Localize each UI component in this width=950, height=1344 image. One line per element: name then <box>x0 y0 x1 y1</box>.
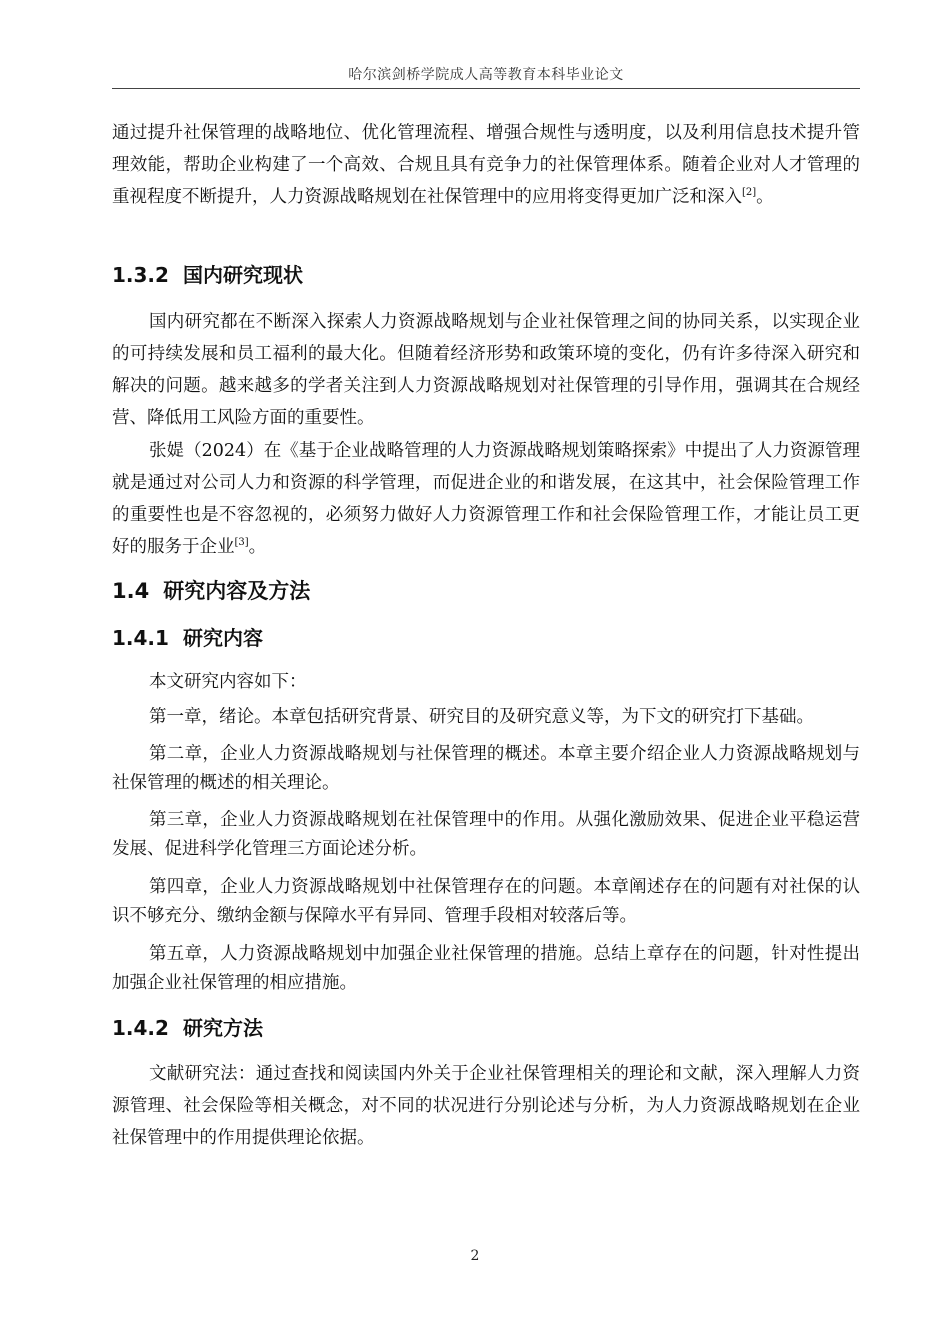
header-divider <box>112 88 860 89</box>
running-header: 哈尔滨剑桥学院成人高等教育本科毕业论文 <box>348 67 624 83</box>
section-heading-1-4-2: 1.4.2 研究方法 <box>112 1016 263 1040</box>
citation-ref: [3] <box>234 537 249 548</box>
paragraph: 第五章，人力资源战略规划中加强企业社保管理的措施。总结上章存在的问题，针对性提出加强企业社保管理的相应措施。 <box>112 944 860 993</box>
paragraph: 第二章，企业人力资源战略规划与社保管理的概述。本章主要介绍企业人力资源战略规划与社保管理的概述的相关理论。 <box>112 744 860 793</box>
page-number: 2 <box>470 1248 480 1264</box>
paragraph: 第一章，绪论。本章包括研究背景、研究目的及研究意义等，为下文的研究打下基础。 <box>149 707 814 727</box>
section-heading-1-4: 1.4 研究内容及方法 <box>112 579 311 603</box>
section-heading-1-3-2: 1.3.2 国内研究现状 <box>112 263 303 287</box>
section-heading-1-4-1: 1.4.1 研究内容 <box>112 626 263 650</box>
paragraph-continued: 通过提升社保管理的战略地位、优化管理流程、增强合规性与透明度，以及利用信息技术提升管理效能，帮助企业构建了一个高效、合规且具有竞争力的社保管理体系。随着企业对人才管理的重视程度不断提升，人力资源战略规划在社保管理中的应用将变得更加广泛和深入[2]。 <box>112 123 860 207</box>
paragraph: 国内研究都在不断深入探索人力资源战略规划与企业社保管理之间的协同关系，以实现企业的可持续发展和员工福利的最大化。但随着经济形势和政策环境的变化，仍有许多待深入研究和解决的问题。越来越多的学者关注到人力资源战略规划对社保管理的引导作用，强调其在合规经营、降低用工风险方面的重要性。 <box>112 312 860 428</box>
paragraph: 第四章，企业人力资源战略规划中社保管理存在的问题。本章阐述存在的问题有对社保的认识不够充分、缴纳金额与保障水平有异同、管理手段相对较落后等。 <box>112 877 860 926</box>
paragraph: 第三章，企业人力资源战略规划在社保管理中的作用。从强化激励效果、促进企业平稳运营发展、促进科学化管理三方面论述分析。 <box>112 810 860 859</box>
paragraph: 张媞（2024）在《基于企业战略管理的人力资源战略规划策略探索》中提出了人力资源管理就是通过对公司人力和资源的科学管理，而促进企业的和谐发展，在这其中，社会保险管理工作的重要性也是不容忽视的，必须努力做好人力资源管理工作和社会保险管理工作，才能让员工更好的服务于企业[3]。 <box>112 441 860 557</box>
paragraph: 本文研究内容如下： <box>149 672 307 692</box>
citation-ref: [2] <box>742 187 757 198</box>
paragraph: 文献研究法：通过查找和阅读国内外关于企业社保管理相关的理论和文献，深入理解人力资源管理、社会保险等相关概念，对不同的状况进行分别论述与分析，为人力资源战略规划在企业社保管理中的作用提供理论依据。 <box>112 1064 860 1148</box>
